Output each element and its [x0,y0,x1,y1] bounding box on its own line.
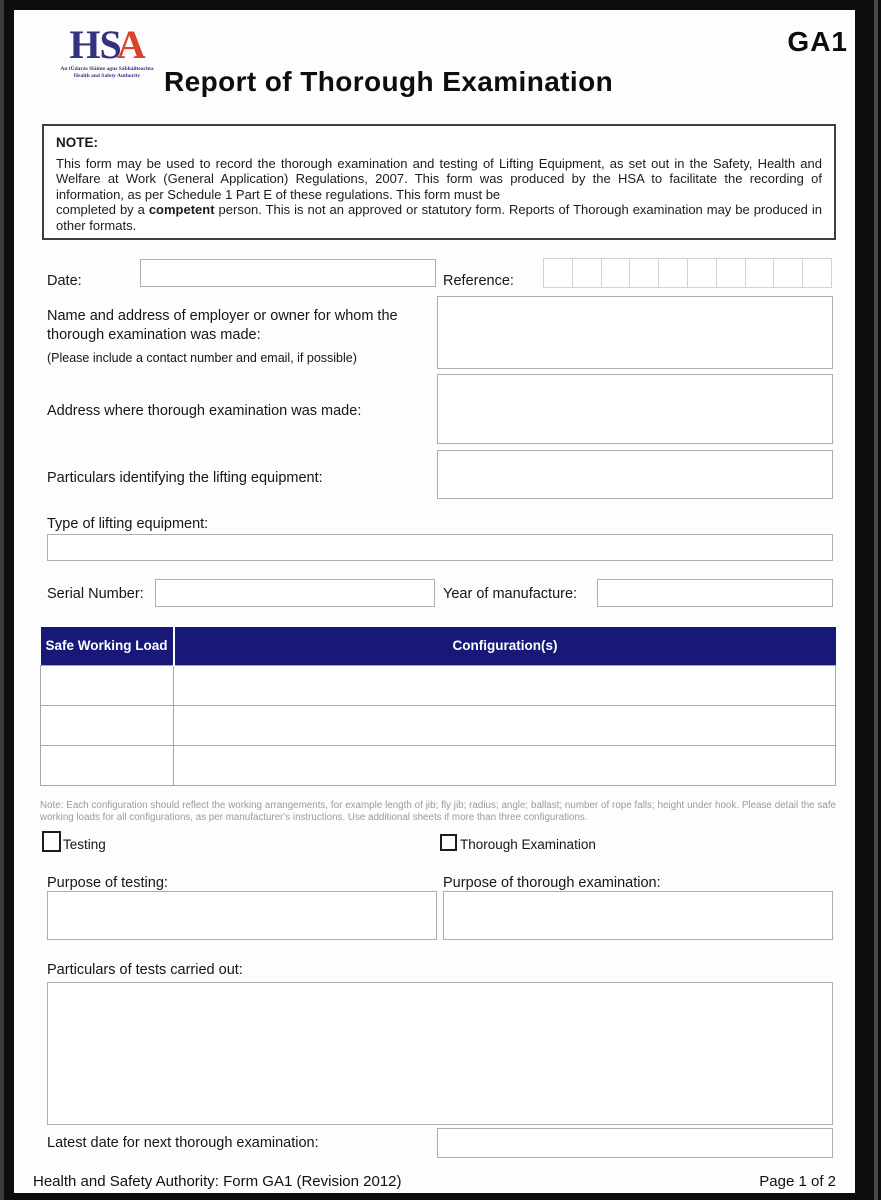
reference-cell[interactable] [601,258,631,288]
reference-cell[interactable] [658,258,688,288]
latest-date-label: Latest date for next thorough examination: [47,1135,319,1151]
note-box [42,124,836,240]
purpose-testing-label: Purpose of testing: [47,875,168,891]
employer-label: Name and address of employer or owner for whom the thorough examination was made: [47,308,398,343]
logo-subtitle-english: Health and Safety Authority [73,73,141,79]
configuration-value-cell[interactable] [174,665,836,705]
serial-input[interactable] [155,579,435,607]
page-title: Report of Thorough Examination [164,66,614,97]
swl-table-row [41,745,836,785]
logo-subtitle-irish: An tÚdarás Sláinte agus Sábháilteachta [60,66,154,72]
tests-input[interactable] [47,982,833,1125]
note-body-part2: completed by a [56,202,149,218]
hsa-logo [45,24,169,80]
reference-cell[interactable] [773,258,803,288]
viewer-edge-left [0,0,4,1200]
note-body-part3: person. This is not an approved or statutory form. Reports of Thorough examination may be produced in other formats. [56,202,822,233]
purpose-testing-input[interactable] [47,891,437,940]
reference-cell[interactable] [802,258,832,288]
swl-table-note: Note: Each configuration should reflect the working arrangements, for example length of jib; fly jib; radius; angle; ballast; number of rope falls; height under hook. Please detail the safe working loads for all configurations, as per manufacturer's instructions. Use additional sheets if more than three configurations. [40,800,836,823]
swl-value-cell[interactable] [41,745,174,785]
tests-label: Particulars of tests carried out: [47,962,243,978]
type-label: Type of lifting equipment: [47,516,209,532]
reference-label: Reference: [443,273,514,289]
form-code: GA1 [787,26,848,57]
reference-cell[interactable] [629,258,659,288]
reference-cell[interactable] [687,258,717,288]
footer-page-number: Page 1 of 2 [759,1173,836,1190]
employer-input[interactable] [437,296,833,369]
testing-checkbox[interactable] [42,831,61,852]
thorough-examination-checkbox-label: Thorough Examination [460,837,596,852]
address-label: Address where thorough examination was made: [47,403,362,419]
latest-date-input[interactable] [437,1128,833,1158]
type-input[interactable] [47,534,833,561]
testing-checkbox-label: Testing [63,837,106,852]
particulars-input[interactable] [437,450,833,499]
form-page [14,10,855,1193]
reference-cell[interactable] [572,258,602,288]
viewer-edge-right [874,0,878,1200]
employer-hint: (Please include a contact number and email, if possible) [47,351,357,365]
note-bold-word: competent [148,202,215,218]
year-label: Year of manufacture: [443,586,578,602]
swl-value-cell[interactable] [41,705,174,745]
swl-table [40,627,836,786]
note-label: NOTE: [56,135,98,150]
reference-cell-row [543,258,832,288]
serial-label: Serial Number: [47,586,144,602]
swl-table-row [41,705,836,745]
reference-cell[interactable] [543,258,573,288]
purpose-thorough-input[interactable] [443,891,833,940]
address-input[interactable] [437,374,833,444]
date-input[interactable] [140,259,436,287]
purpose-thorough-label: Purpose of thorough examination: [443,875,661,891]
swl-table-head [41,627,836,665]
swl-table-body [41,665,836,785]
swl-table-row [41,665,836,705]
date-label: Date: [47,273,82,289]
particulars-label: Particulars identifying the lifting equipment: [47,470,323,486]
footer-form-id: Health and Safety Authority: Form GA1 (Revision 2012) [33,1173,402,1190]
thorough-examination-checkbox[interactable] [440,834,457,851]
note-body-part1: This form may be used to record the thorough examination and testing of Lifting Equipment, as set out in the Safety, Health and Welfare at Work (General Application) Regulations, 2007. This form was produced by the HSA to facilitate the recording of information, as per Schedule 1 Part E of these regulations. This form must be [56,156,822,202]
logo-hs-letters: HS [69,22,121,67]
note-body [56,156,822,233]
year-input[interactable] [597,579,833,607]
swl-header-cell: Safe Working Load [41,627,174,665]
configurations-header-cell: Configuration(s) [174,627,836,665]
logo-a-letter: A [116,22,145,67]
reference-cell[interactable] [745,258,775,288]
configuration-value-cell[interactable] [174,745,836,785]
swl-value-cell[interactable] [41,665,174,705]
hsa-logo-mark [45,24,169,66]
reference-cell[interactable] [716,258,746,288]
configuration-value-cell[interactable] [174,705,836,745]
